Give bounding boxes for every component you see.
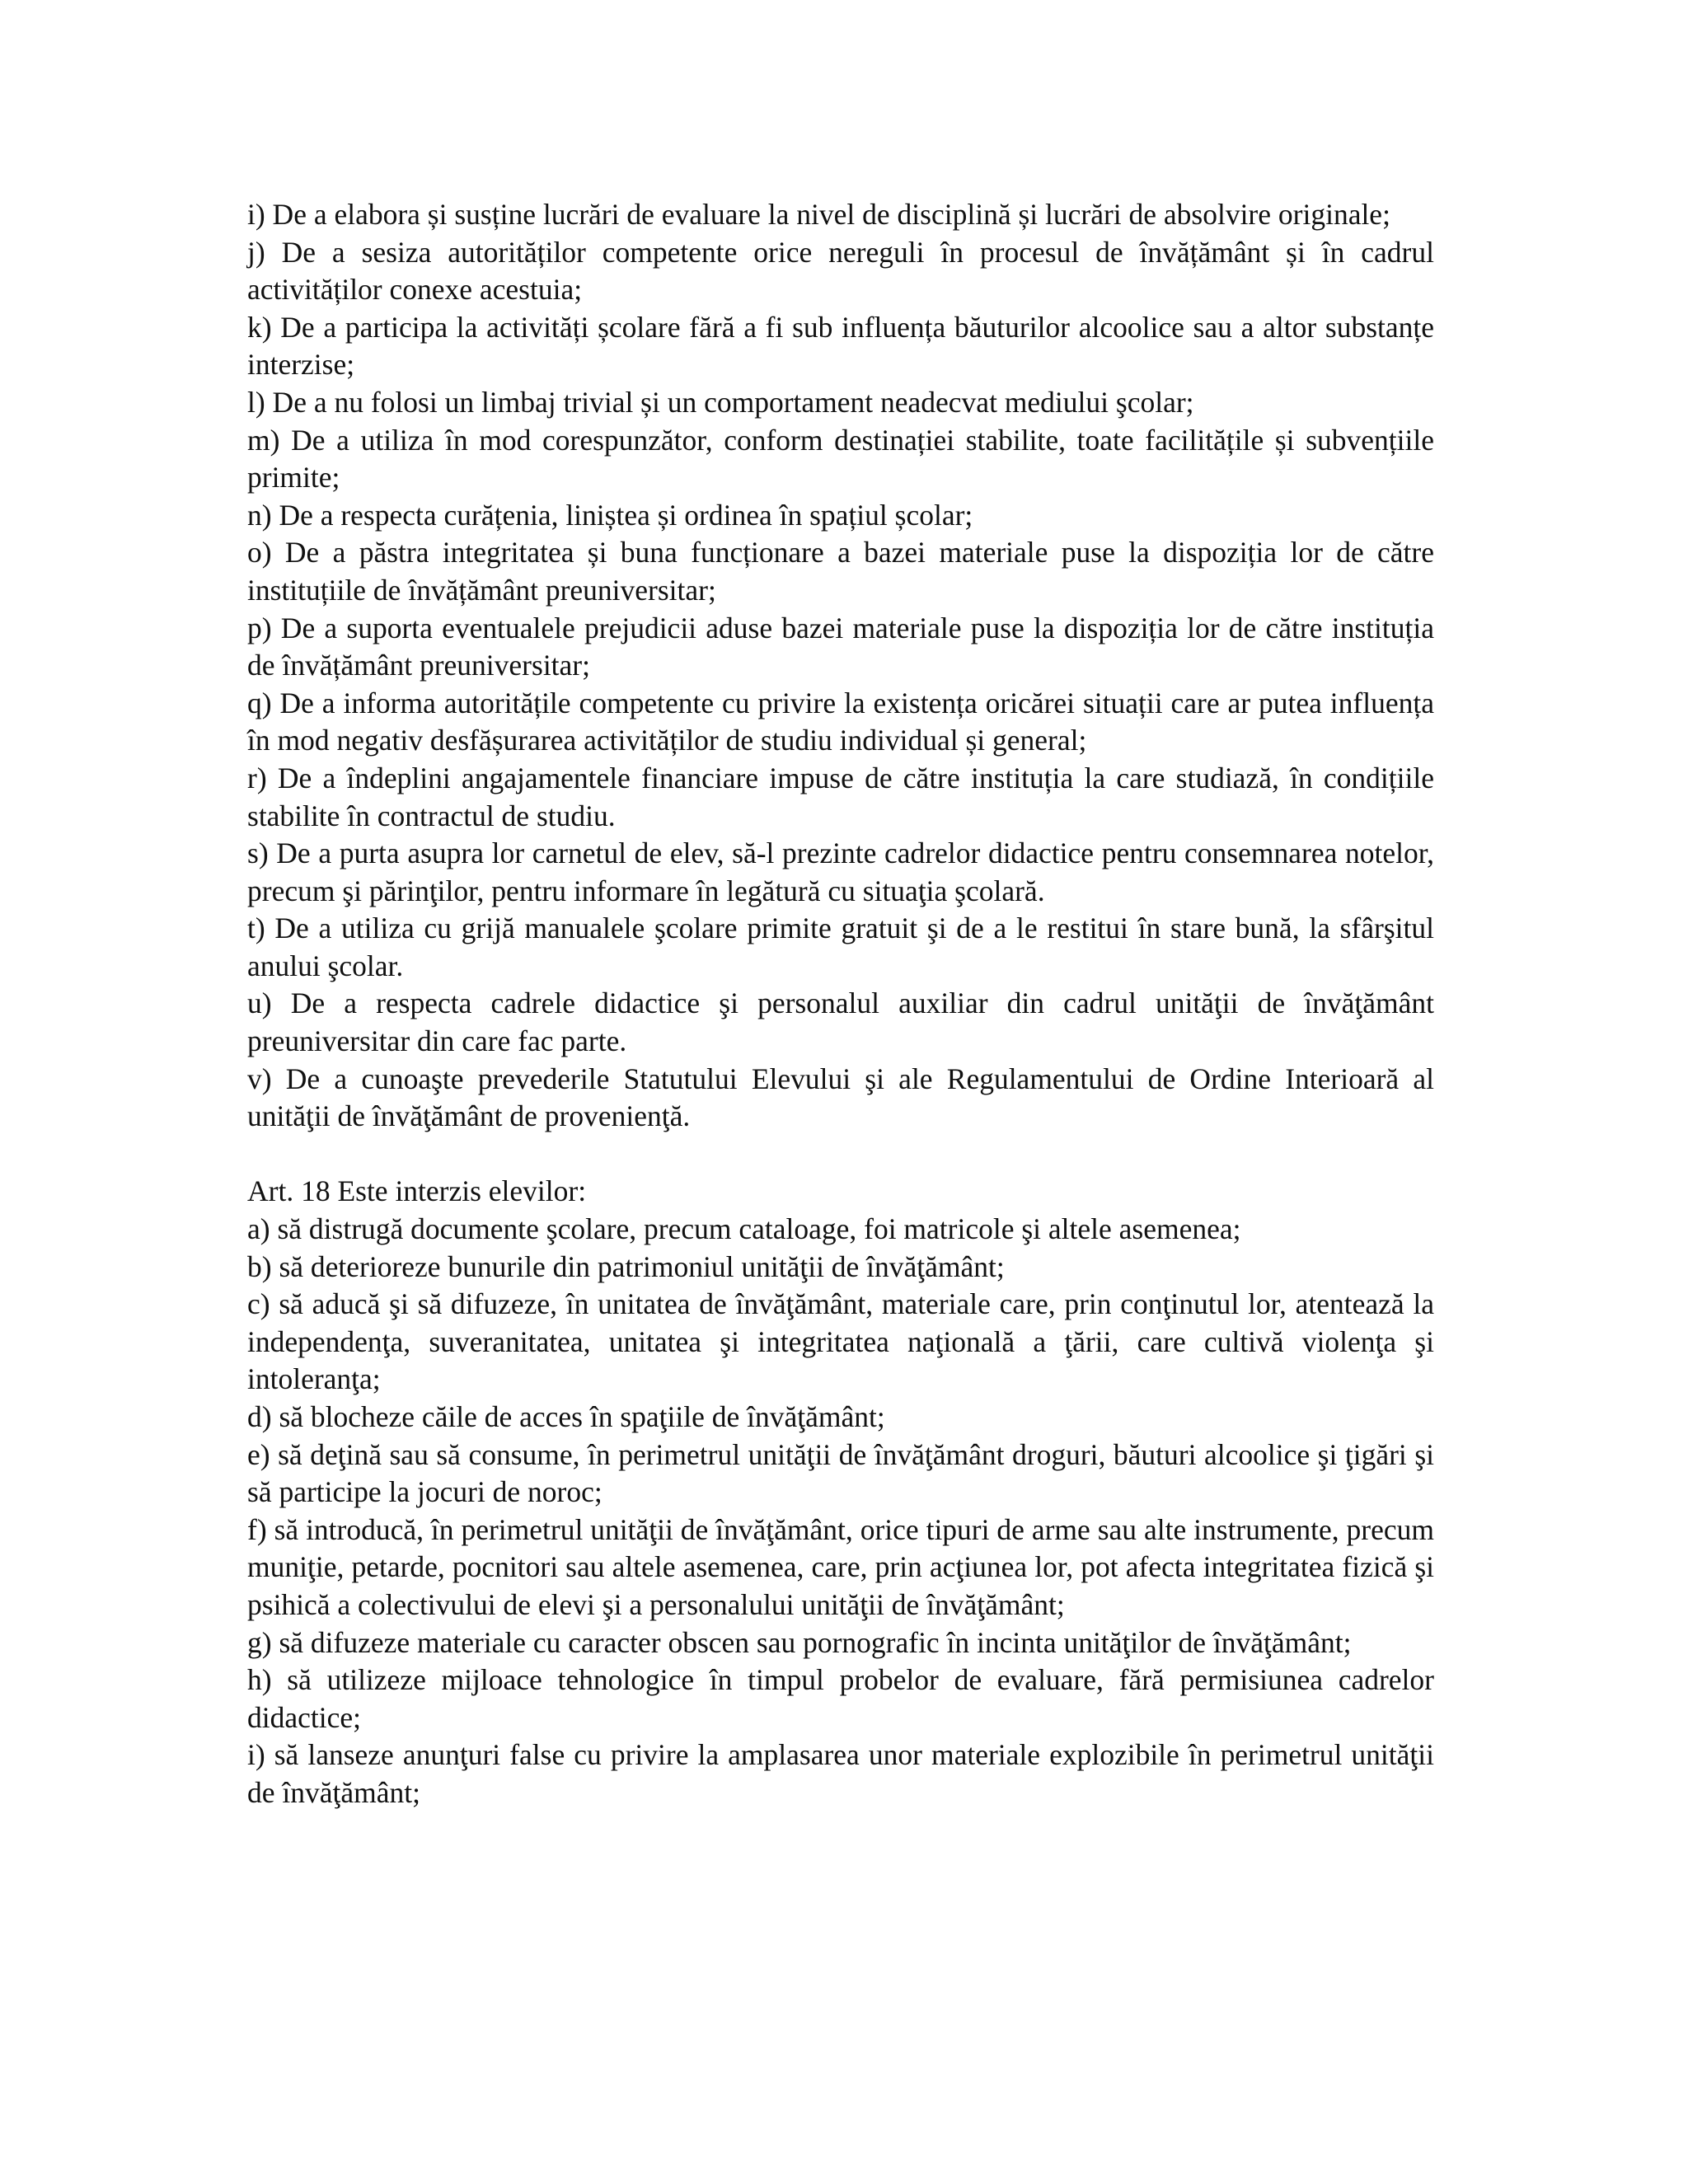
duty-item-q: q) De a informa autoritățile competente cu privire la existența oricărei situații care ar putea influența în mod negativ desfășurarea activităților de studiu individual și general;	[247, 686, 1434, 757]
prohibition-item-e: e) să deţină sau să consume, în perimetrul unităţii de învăţământ droguri, băuturi alcoolice şi ţigări şi să participe la jocuri de noroc;	[247, 1437, 1434, 1509]
duty-item-p: p) De a suporta eventualele prejudicii aduse bazei materiale puse la dispoziția lor de către instituția de învățământ preuniversitar;	[247, 611, 1434, 682]
article-heading: Art. 18 Este interzis elevilor:	[247, 1174, 587, 1208]
prohibition-item-h: h) să utilizeze mijloace tehnologice în timpul probelor de evaluare, fără permisiunea cadrelor didactice;	[247, 1663, 1434, 1734]
prohibition-item-i: i) să lanseze anunţuri false cu privire la amplasarea unor materiale explozibile în perimetrul unităţii de învăţământ;	[247, 1738, 1434, 1809]
duty-item-o: o) De a păstra integritatea și buna funcționare a bazei materiale puse la dispoziția lor de către instituțiile de învățământ preuniversitar;	[247, 536, 1434, 607]
document-body	[247, 196, 1434, 1812]
prohibition-item-d: d) să blocheze căile de acces în spaţiile de învăţământ;	[247, 1400, 885, 1433]
duty-item-l: l) De a nu folosi un limbaj trivial și un comportament neadecvat mediului şcolar;	[247, 385, 1194, 419]
duty-item-i: i) De a elabora și susține lucrări de evaluare la nivel de disciplină și lucrări de absolvire originale;	[247, 198, 1390, 231]
duties-list	[247, 196, 1434, 1136]
duty-item-t: t) De a utiliza cu grijă manualele şcolare primite gratuit şi de a le restitui în stare bună, la sfârşitul anului şcolar.	[247, 912, 1434, 982]
duty-item-v: v) De a cunoaşte prevederile Statutului Elevului şi ale Regulamentului de Ordine Interioară al unităţii de învăţământ de provenienţă.	[247, 1062, 1434, 1133]
duty-item-u: u) De a respecta cadrele didactice şi personalul auxiliar din cadrul unităţii de învăţământ preuniversitar din care fac parte.	[247, 987, 1434, 1058]
prohibition-item-f: f) să introducă, în perimetrul unităţii de învăţământ, orice tipuri de arme sau alte instrumente, precum muniţie, petarde, pocnitori sau altele asemenea, care, prin acţiunea lor, pot afecta integritatea fizică şi psihică a colectivului de elevi şi a personalului unităţii de învăţământ;	[247, 1512, 1434, 1621]
duty-item-r: r) De a îndeplini angajamentele financiare impuse de către instituția la care studiază, în condițiile stabilite în contractul de studiu.	[247, 761, 1434, 832]
duty-item-n: n) De a respecta curățenia, liniștea și ordinea în spațiul școlar;	[247, 498, 973, 532]
prohibition-item-g: g) să difuzeze materiale cu caracter obscen sau pornografic în incinta unităţilor de învăţământ;	[247, 1625, 1352, 1659]
prohibition-item-a: a) să distrugă documente şcolare, precum cataloage, foi matricole şi altele asemenea;	[247, 1212, 1241, 1246]
duty-item-k: k) De a participa la activități școlare fără a fi sub influența băuturilor alcoolice sau a altor substanțe interzise;	[247, 310, 1434, 382]
prohibitions-list	[247, 1211, 1434, 1812]
duty-item-s: s) De a purta asupra lor carnetul de elev, să-l prezinte cadrelor didactice pentru consemnarea notelor, precum şi părinţilor, pentru informare în legătură cu situaţia şcolară.	[247, 837, 1434, 907]
prohibition-item-b: b) să deterioreze bunurile din patrimoniul unităţii de învăţământ;	[247, 1249, 1005, 1283]
duty-item-j: j) De a sesiza autorităților competente orice nereguli în procesul de învățământ și în cadrul activităților conexe acestuia;	[247, 235, 1434, 307]
duty-item-m: m) De a utiliza în mod corespunzător, conform destinației stabilite, toate facilitățile și subvențiile primite;	[247, 423, 1434, 494]
prohibition-item-c: c) să aducă şi să difuzeze, în unitatea de învăţământ, materiale care, prin conţinutul lor, atentează la independenţa, suveranitatea, unitatea şi integritatea naţională a ţării, care cultivă violenţa şi intoleranţa;	[247, 1287, 1434, 1396]
